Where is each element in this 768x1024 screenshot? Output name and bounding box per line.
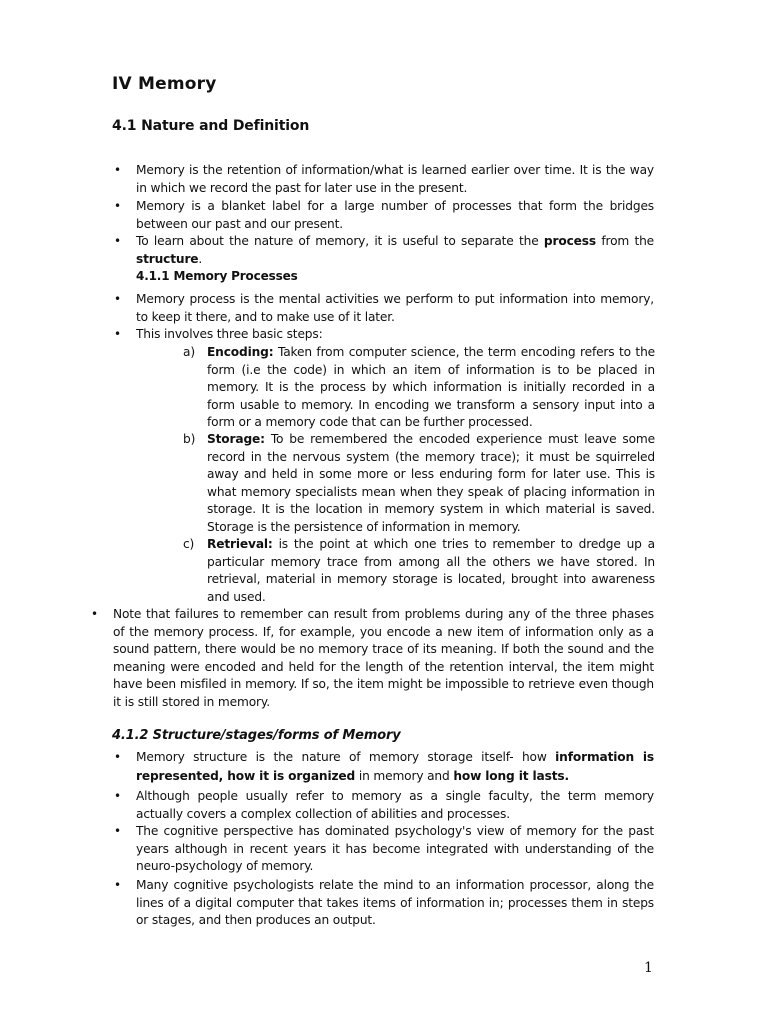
bullet-icon: • <box>114 327 121 341</box>
list-item <box>114 748 654 785</box>
bullet-text: To learn about the nature of memory, it is useful to separate the process from the structure. <box>136 234 655 266</box>
bold-term: information is represented, how it is organized <box>136 750 654 783</box>
note-paragraph <box>91 606 654 712</box>
bullet-text: This involves three basic steps: <box>136 327 323 341</box>
step-item-storage <box>183 431 655 537</box>
step-marker: a) <box>183 345 195 359</box>
step-term: Retrieval: <box>207 537 273 551</box>
step-term: Storage: <box>207 432 265 446</box>
bullet-text: Memory is the retention of information/what is learned earlier over time. It is the way in which we record the past for later use in the present. <box>136 163 654 195</box>
list-item <box>114 291 654 326</box>
list-item <box>114 326 654 344</box>
list-item <box>114 198 654 233</box>
bullet-text: Memory structure is the nature of memory storage itself- how information is represented, how it is organized in memory and how long it lasts. <box>136 750 654 783</box>
list-item <box>114 162 654 197</box>
bullet-icon: • <box>114 199 121 213</box>
bold-term: process <box>543 234 596 248</box>
step-item-retrieval <box>183 536 655 606</box>
bullet-text: Memory process is the mental activities we perform to put information into memory, to keep it there, and to make use of it later. <box>136 292 654 324</box>
bullet-text: Although people usually refer to memory as a single faculty, the term memory actually covers a complex collection of abilities and processes. <box>136 789 654 821</box>
bullet-icon: • <box>114 789 121 803</box>
list-item <box>114 788 654 823</box>
subsection-heading: 4.1.1 Memory Processes <box>136 269 298 283</box>
bullet-icon: • <box>114 292 121 306</box>
list-item <box>114 823 654 876</box>
note-text: Note that failures to remember can result from problems during any of the three phases of the memory process. If, for example, you encode a new item of information only as a sound pattern, there would be no memory trace of its meaning. If both the sound and the meaning were encoded and held for the length of the retention interval, the item might have been misfiled in memory. If so, the item might be impossible to retrieve even though it is still stored in memory. <box>113 607 654 709</box>
list-item <box>114 233 655 268</box>
list-item <box>114 877 654 930</box>
bullet-icon: • <box>114 750 121 764</box>
bullet-icon: • <box>114 163 121 177</box>
bullet-icon: • <box>114 234 121 248</box>
step-text: is the point at which one tries to remember to dredge up a particular memory trace from among all the others we have stored. In retrieval, material in memory storage is located, brought into awareness and used. <box>207 537 655 604</box>
document-title: IV Memory <box>112 74 217 94</box>
bullet-icon: • <box>114 878 121 892</box>
bullet-text: The cognitive perspective has dominated psychology's view of memory for the past years although in recent years it has become integrated with understanding of the neuro-psychology of memory. <box>136 824 654 874</box>
step-term: Encoding: <box>207 345 274 359</box>
bold-term: structure <box>136 251 199 266</box>
step-text: To be remembered the encoded experience must leave some record in the nervous system (the memory trace); it must be squirreled away and held in some more or less enduring form for later use. This is what memory specialists mean when they speak of placing information in storage. It is the location in memory system in which material is saved. Storage is the persistence of information in memory. <box>207 432 655 534</box>
section-heading: 4.1 Nature and Definition <box>112 118 310 134</box>
bold-term: how long it lasts. <box>453 768 569 783</box>
step-marker: b) <box>183 432 196 446</box>
bullet-text: Memory is a blanket label for a large number of processes that form the bridges between our past and our present. <box>136 199 654 231</box>
page-number: 1 <box>644 960 653 976</box>
subsection-heading: 4.1.2 Structure/stages/forms of Memory <box>112 728 401 743</box>
bullet-text: Many cognitive psychologists relate the mind to an information processor, along the lines of a digital computer that takes items of information in; processes them in steps or stages, and then produces an output. <box>136 878 654 928</box>
bullet-icon: • <box>91 607 98 621</box>
step-marker: c) <box>183 537 195 551</box>
bullet-icon: • <box>114 824 121 838</box>
step-item-encoding <box>183 344 655 432</box>
step-text: Taken from computer science, the term encoding refers to the form (i.e the code) in which an item of information is to be placed in memory. It is the process by which information is initially recorded in a form usable to memory. In encoding we transform a sensory input into a form or a memory code that can be further processed. <box>207 345 655 430</box>
